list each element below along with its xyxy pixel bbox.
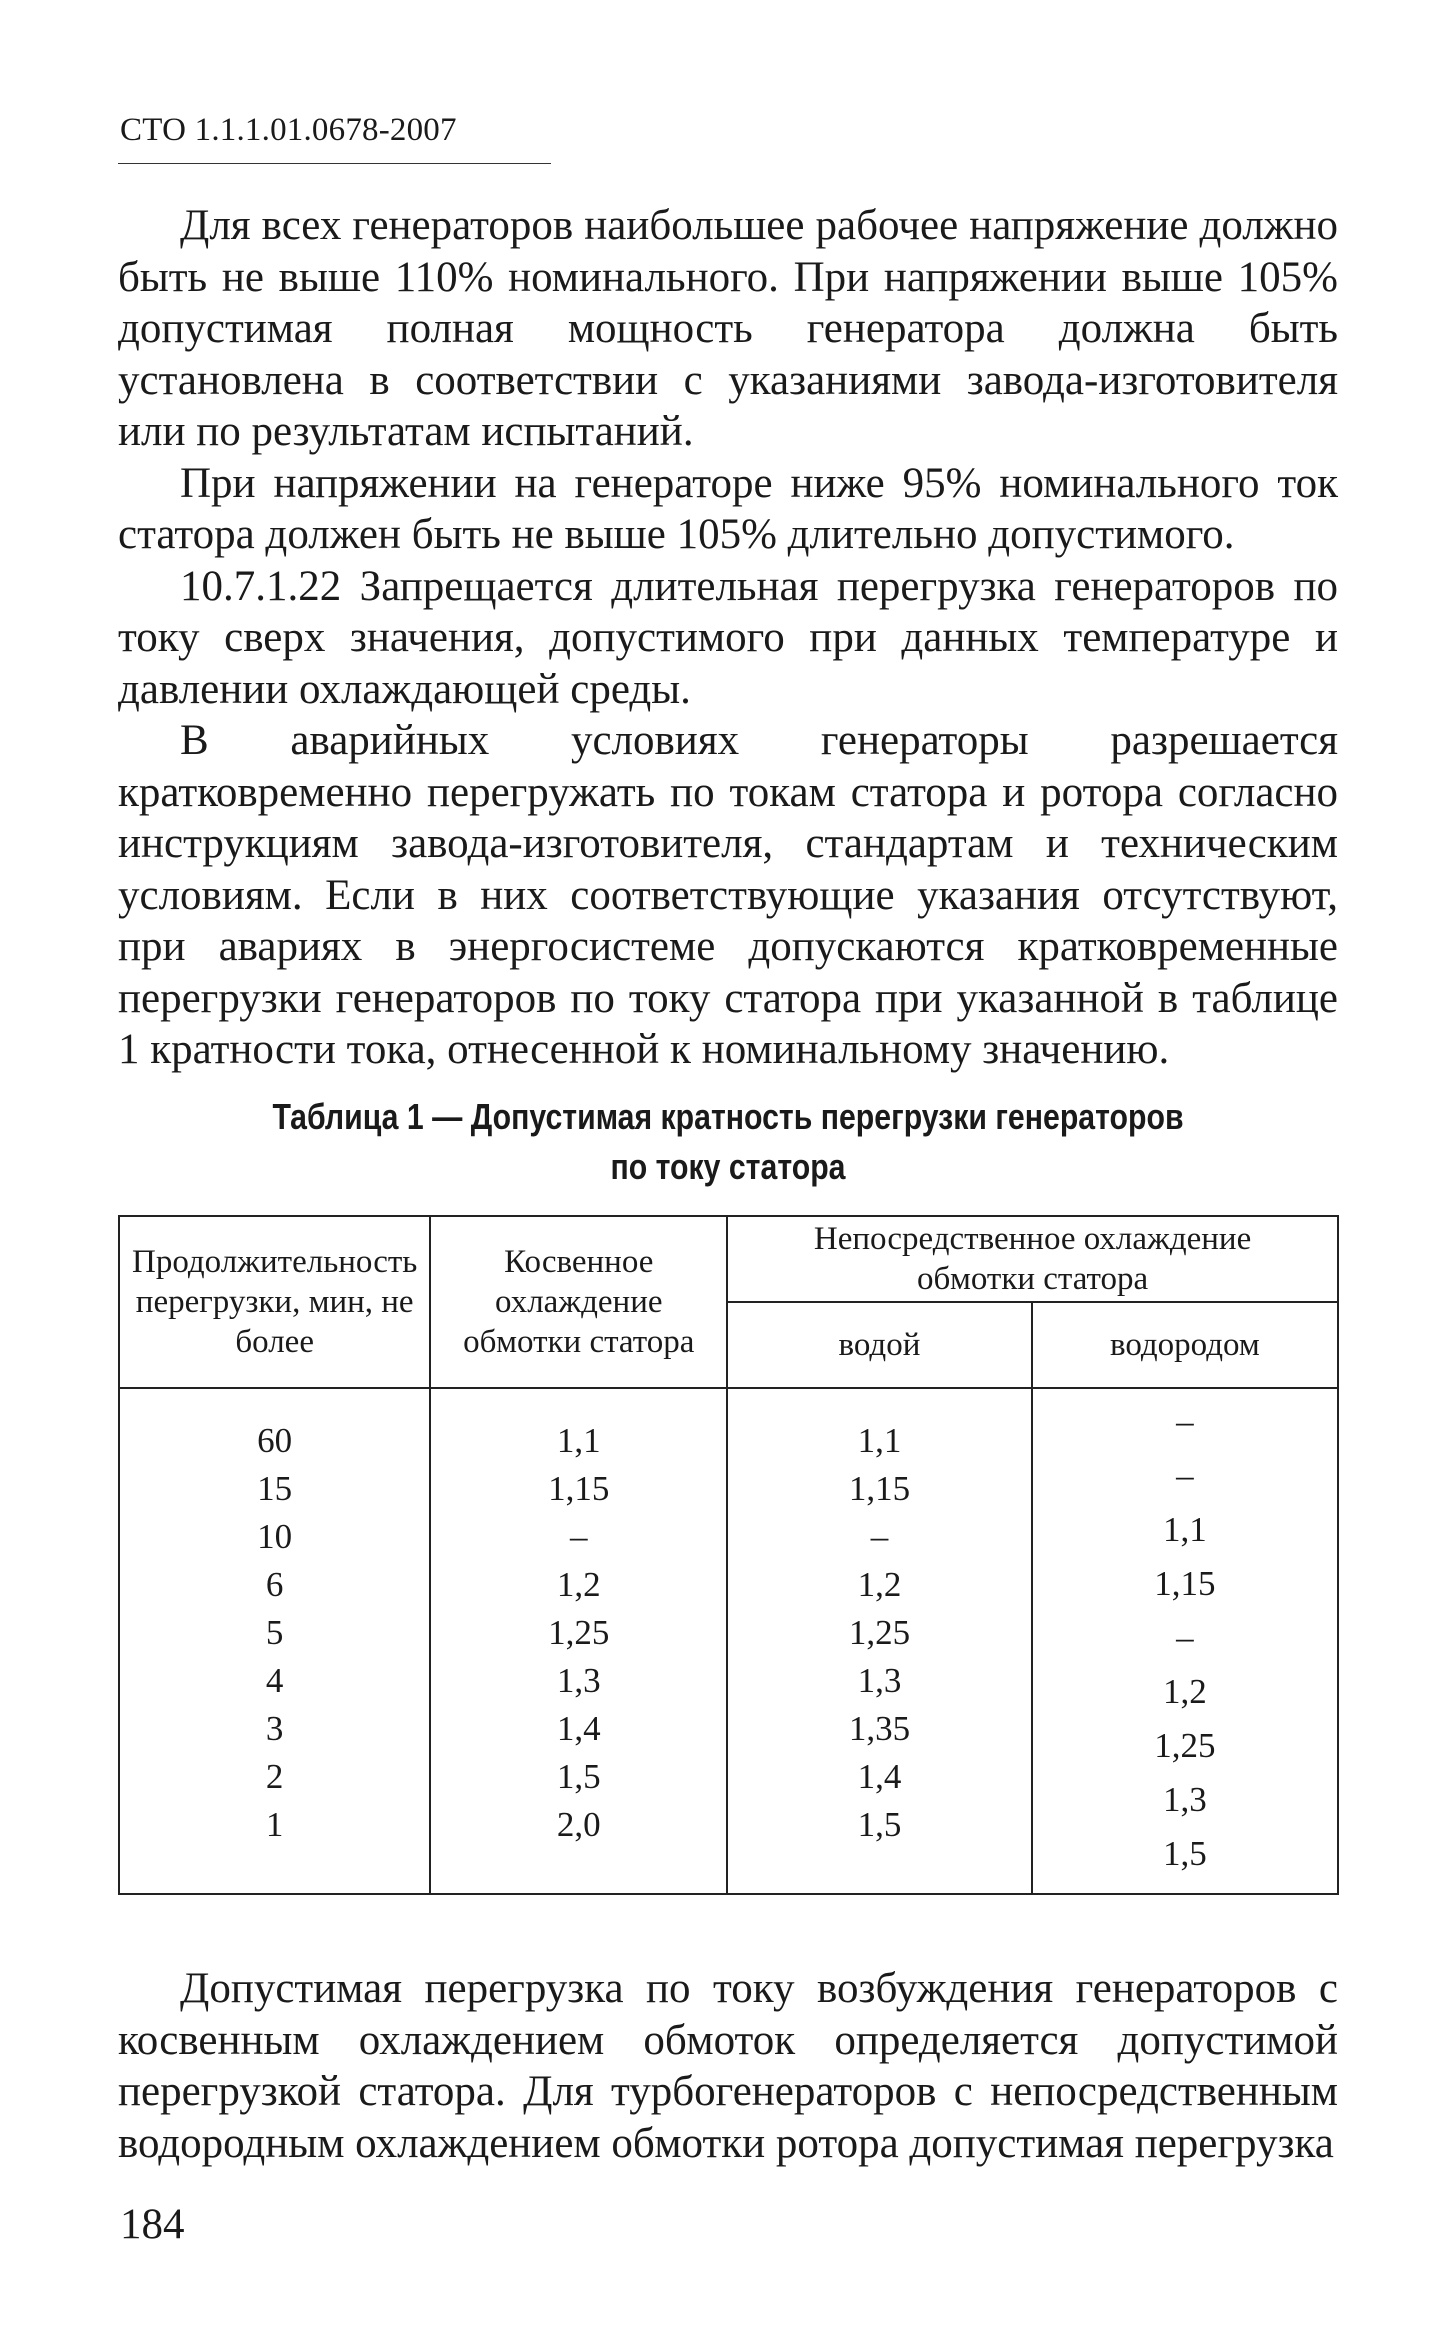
overload-table [118, 1215, 1339, 1895]
cell-water: 1,4 [857, 1757, 902, 1796]
cell-duration: 1 [265, 1805, 284, 1844]
cell-duration: 4 [265, 1661, 284, 1700]
cell-hydrogen: – [1176, 1618, 1194, 1657]
cell-hydrogen: 1,5 [1163, 1834, 1207, 1873]
cell-water: 1,5 [857, 1805, 902, 1844]
body-text-bottom [118, 1963, 1338, 2169]
header-duration: Продолжительность перегрузки, мин, не более [119, 1216, 430, 1388]
body-text-top [118, 200, 1338, 1076]
page-number: 184 [120, 2201, 185, 2248]
cell-duration: 5 [265, 1613, 284, 1652]
column-indirect [430, 1388, 727, 1894]
paragraph-4: В аварийных условиях генераторы разрешается кратковременно перегружать по токам статора и ротора согласно инструкциям завода-изготовителя, стандартам и техническим условиям. Если в них соответствующие указания отсутствуют, при авариях в энергосистеме допускаются кратковременные перегрузки генераторов по току статора при указанной в таблице 1 кратности тока, отнесенной к номинальному значению. [118, 717, 1338, 1073]
cell-indirect: – [570, 1517, 588, 1556]
cell-hydrogen: – [1176, 1402, 1194, 1441]
cell-duration: 15 [257, 1469, 293, 1508]
paragraph-5: Допустимая перегрузка по току возбуждения генераторов с косвенным охлаждением обмоток определяется допустимой перегрузкой статора. Для турбогенераторов с непосредственным водородным охлаждением обмотки ротора допустимая перегрузка [118, 1965, 1338, 2167]
cell-indirect: 1,15 [548, 1469, 610, 1508]
cell-water: 1,25 [848, 1613, 911, 1652]
cell-indirect: 1,3 [556, 1661, 601, 1700]
cell-duration: 6 [265, 1565, 284, 1604]
cell-indirect: 1,25 [548, 1613, 610, 1652]
cell-indirect: 1,2 [556, 1565, 601, 1604]
header-direct-cooling: Непосредственное охлаждение обмотки статора [727, 1216, 1338, 1302]
header-water: водой [727, 1302, 1032, 1388]
paragraph-1: Для всех генераторов наибольшее рабочее напряжение должно быть не выше 110% номинального. При напряжении выше 105% допустимая полная мощность генератора должна быть установлена в соответствии с указаниями завода-изготовителя или по результатам испытаний. [118, 202, 1338, 455]
cell-duration: 60 [257, 1421, 293, 1460]
cell-water: – [870, 1517, 889, 1556]
table-caption-line-2: по току статора [610, 1146, 846, 1187]
cell-water: 1,1 [857, 1421, 902, 1460]
column-hydrogen [1032, 1388, 1338, 1894]
table-caption [216, 1092, 1241, 1192]
cell-water: 1,2 [857, 1565, 902, 1604]
column-duration [119, 1388, 430, 1894]
cell-water: 1,3 [857, 1661, 902, 1700]
cell-duration: 3 [265, 1709, 284, 1748]
cell-hydrogen: 1,2 [1163, 1672, 1207, 1711]
header-hydrogen: водородом [1032, 1302, 1338, 1388]
cell-hydrogen: 1,3 [1163, 1780, 1207, 1819]
cell-hydrogen: 1,25 [1154, 1726, 1216, 1765]
cell-water: 1,35 [848, 1709, 911, 1748]
cell-duration: 10 [257, 1517, 293, 1556]
cell-indirect: 1,1 [556, 1421, 601, 1460]
cell-water: 1,15 [848, 1469, 911, 1508]
header-indirect-cooling: Косвенное охлаждение обмотки статора [430, 1216, 727, 1388]
cell-indirect: 2,0 [556, 1805, 601, 1844]
column-water [727, 1388, 1032, 1894]
cell-indirect: 1,5 [556, 1757, 601, 1796]
cell-indirect: 1,4 [556, 1709, 601, 1748]
cell-hydrogen: – [1176, 1456, 1194, 1495]
header-divider [118, 163, 551, 164]
document-code: СТО 1.1.1.01.0678-2007 [120, 112, 457, 148]
cell-hydrogen: 1,15 [1154, 1564, 1216, 1603]
paragraph-2: При напряжении на генераторе ниже 95% номинального ток статора должен быть не выше 105% длительно допустимого. [118, 459, 1338, 558]
table-caption-line-1: Таблица 1 — Допустимая кратность перегрузки генераторов [272, 1096, 1184, 1137]
paragraph-3: 10.7.1.22 Запрещается длительная перегрузка генераторов по току сверх значения, допустимого при данных температуре и давлении охлаждающей среды. [118, 562, 1338, 713]
cell-duration: 2 [265, 1757, 284, 1796]
cell-hydrogen: 1,1 [1163, 1510, 1207, 1549]
